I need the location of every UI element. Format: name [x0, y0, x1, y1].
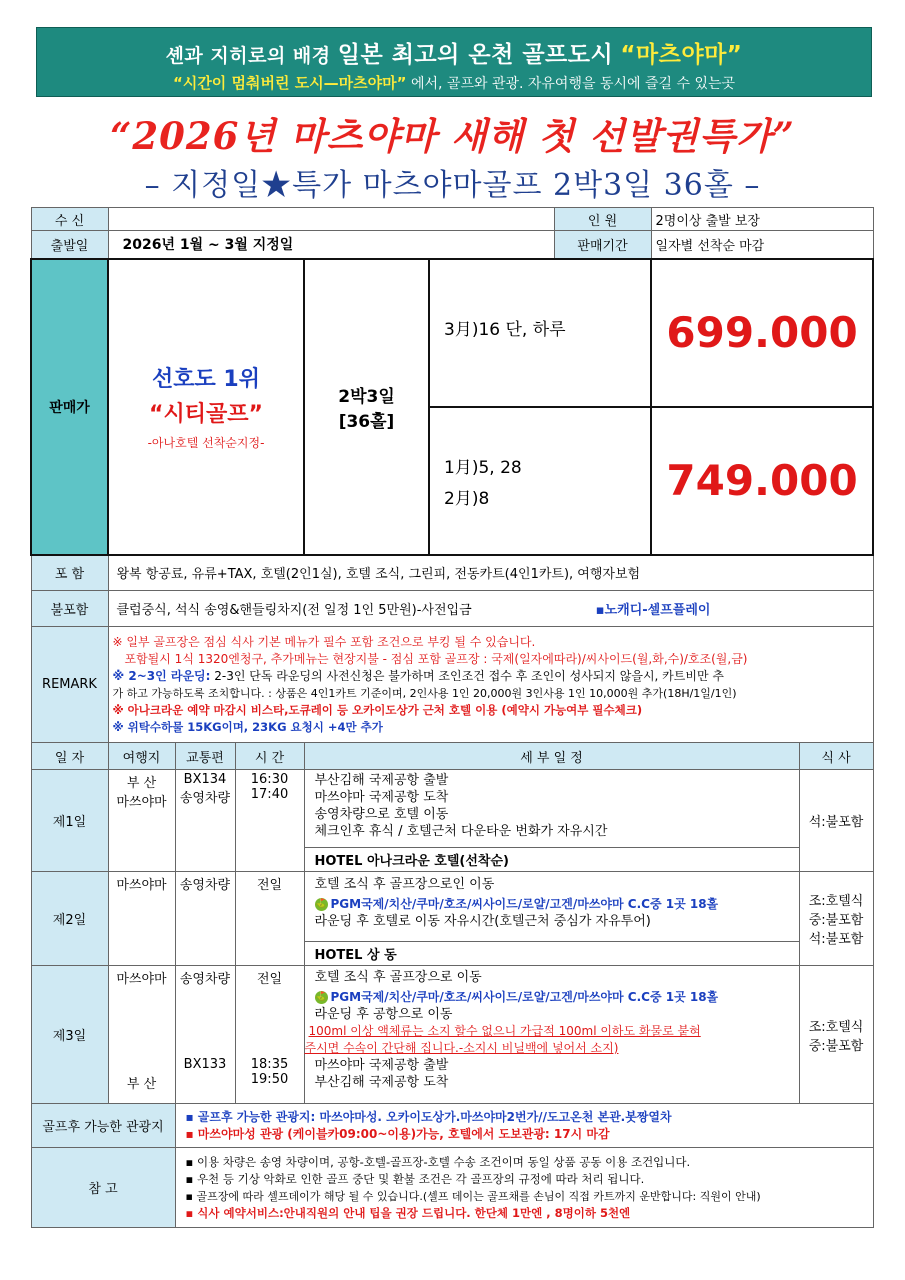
sub-title: – 지정일★특가 마츠야마골프 2박3일 36홀 –	[144, 168, 761, 203]
duration-holes: [36홀]	[338, 411, 395, 432]
day3-label: 제3일	[31, 966, 108, 1104]
recipient-value	[108, 208, 554, 231]
schedule-header-detail: 세 부 일 정	[304, 743, 799, 770]
main-title: “2026년 마츠야마 새해 첫 선발권특가”	[110, 114, 795, 158]
header-banner	[36, 27, 872, 97]
exclude-value: 클럽중식, 석식 송영&핸들링차지(전 일정 1인 5만원)-사전입금	[116, 603, 472, 618]
day3-golf-line: ⛳ PGM국제/치산/쿠마/호조/씨사이드/로얄/고겐/마쓰야마 C.C중 1곳 18홀	[315, 990, 719, 1004]
day3-transport: 송영차량 BX133	[175, 966, 235, 1104]
banner-line2: “시간이 멈춰버린 도시—마츠야마” 에서, 골프와 관광. 자유여행을 동시에 즐길 수 있는곳	[172, 74, 736, 92]
day1-label: 제1일	[31, 770, 108, 872]
duration-nights: 2박3일	[338, 386, 395, 407]
notes-cell	[175, 1148, 873, 1228]
price-1: 699.000	[651, 259, 873, 407]
day3-places: 마쓰야마 부 산	[108, 966, 175, 1104]
remark-line2: 포함될시 1식 1320엔청구, 추가메뉴는 현장지불 - 점심 포함 골프장 : 국제(일자에따라)/씨사이드(월,화,수)/호조(월,금)	[124, 651, 748, 666]
duration-cell	[304, 259, 429, 555]
day1-hotel: HOTEL 아나크라운 호텔(선착순)	[304, 848, 799, 872]
golf-icon: ⛳	[315, 899, 327, 909]
banner-line1: 셴과 지히로의 배경 일본 최고의 온천 골프도시 “마츠야마”	[165, 42, 743, 68]
day2-details: 호텔 조식 후 골프장으로인 이동 ⛳ PGM국제/치산/쿠마/호조/씨사이드/로얄/고겐/마쓰야마 C.C중 1곳 18홀 라운딩 후 호텔로 이동 자유시간(호텔근처 중심가 자유투어)	[304, 872, 799, 942]
people-label: 인 원	[554, 208, 651, 231]
day2-place: 마쓰야마	[108, 872, 175, 966]
date-group-1: 3月)16 단, 하루	[429, 259, 651, 407]
liquid-warning-1: 100ml 이상 액체류는 소지 할수 없으니 가급적 100ml 이하도 화물로 붙혀	[308, 1024, 701, 1038]
exclude-value-cell	[108, 591, 873, 627]
schedule-header-day: 일 자	[31, 743, 108, 770]
sale-period-label: 판매기간	[554, 231, 651, 259]
golf-rank: 선호도 1위	[152, 367, 260, 392]
include-label: 포 함	[31, 555, 108, 591]
day3-meals: 조:호텔식 중:불포함	[799, 966, 873, 1104]
day2-golf-line: ⛳ PGM국제/치산/쿠마/호조/씨사이드/로얄/고겐/마쓰야마 C.C중 1곳 18홀	[315, 897, 719, 911]
remark-label: REMARK	[31, 627, 108, 743]
price-2: 749.000	[651, 407, 873, 555]
tour-cell	[175, 1104, 873, 1148]
tour-line1: ▪ 골프후 가능한 관광지: 마쓰야마성. 오카이도상가.마쓰야마2번가//도고온천 본관.봇짱열차	[185, 1109, 672, 1124]
remark-line4: 가 하고 가능하도록 조치합니다. : 상품은 4인1카트 기준이며, 2인사용 1인 20,000원 3인사용 1인 10,000원 추가(18H/1일/1인)	[112, 686, 737, 700]
day1-times: 16:30 17:40	[235, 770, 304, 872]
date-group-2: 1月)5, 28 2月)8	[429, 407, 651, 555]
day1-transport: BX134 송영차량	[175, 770, 235, 872]
notes-line2: ▪ 우천 등 기상 악화로 인한 골프 중단 및 환불 조건은 각 골프장의 규정에 따라 처리 됩니다.	[185, 1171, 645, 1186]
day1-details: 부산김해 국제공항 출발 마쓰야마 국제공항 도착 송영차량으로 호텔 이동 체크인후 휴식 / 호텔근처 다운타운 번화가 자유시간	[304, 770, 799, 848]
golf-icon: ⛳	[315, 992, 327, 1002]
golf-hotel-note: -아나호텔 선착순지정-	[147, 436, 265, 450]
day2-hotel: HOTEL 상 동	[304, 942, 799, 966]
recipient-label: 수 신	[31, 208, 108, 231]
day2-transport: 송영차량	[175, 872, 235, 966]
golf-name: “시티골프”	[149, 402, 263, 427]
notes-line4: ▪ 식사 예약서비스:안내직원의 안내 팁을 권장 드립니다. 한단체 1만엔 , 8명이하 5천엔	[185, 1205, 631, 1220]
day3-times: 전일 18:35 19:50	[235, 966, 304, 1104]
day1-places: 부 산 마쓰야마	[108, 770, 175, 872]
day1-meal: 석:불포함	[799, 770, 873, 872]
notes-line1: ▪ 이용 차량은 송영 차량이며, 공항-호텔-골프장-호텔 수송 조건이며 동일 상품 공동 이용 조건입니다.	[185, 1154, 691, 1169]
golf-course-cell	[108, 259, 304, 555]
schedule-header-transport: 교통편	[175, 743, 235, 770]
itinerary-table	[30, 207, 874, 1228]
people-value: 2명이상 출발 보장	[651, 208, 873, 231]
sale-period-value: 일자별 선착순 마감	[651, 231, 873, 259]
caddy-note: ▪노캐디-셀프플레이	[595, 603, 711, 618]
day2-meals: 조:호텔식 중:불포함 석:불포함	[799, 872, 873, 966]
notes-line3: ▪ 골프장에 따라 셀프데이가 해당 될 수 있습니다.(셀프 데이는 골프채를 손님이 직접 카트까지 운반합니다: 직원이 안내)	[185, 1189, 761, 1203]
exclude-label: 불포함	[31, 591, 108, 627]
schedule-header-time: 시 간	[235, 743, 304, 770]
remark-line6: ※ 위탁수하물 15KG이며, 23KG 요청시 +4만 추가	[112, 719, 383, 734]
day2-time: 전일	[235, 872, 304, 966]
remark-line1: ※ 일부 골프장은 점심 식사 기본 메뉴가 필수 포함 조건으로 부킹 될 수 있습니다.	[112, 634, 536, 649]
day2-label: 제2일	[31, 872, 108, 966]
remark-line5: ※ 아나크라운 예약 마감시 비스타,도큐레이 등 오카이도상가 근처 호텔 이용 (예약시 가능여부 필수체크)	[112, 702, 643, 717]
schedule-header-meal: 식 사	[799, 743, 873, 770]
day3-details: 호텔 조식 후 골프장으로 이동 ⛳ PGM국제/치산/쿠마/호조/씨사이드/로얄/고겐/마쓰야마 C.C중 1곳 18홀 라운딩 후 공항으로 이동 100ml 이상 액체류는 소지 할수 없으니 가급적 100ml 이하도 화물로 붙혀 주시면 수속이 간단해 집니다.-소지시 비닐백에 넣어서 소지) 마쓰야마 국제공항 출발 부산김해 국제공항 도착	[304, 966, 799, 1104]
price-label: 판매가	[31, 259, 108, 555]
departure-label: 출발일	[31, 231, 108, 259]
schedule-header-place: 여행지	[108, 743, 175, 770]
departure-value: 2026년 1월 ~ 3월 지정일	[108, 231, 554, 259]
tour-line2: ▪ 마쓰야마성 관광 (케이블카09:00~이용)가능, 호텔에서 도보관광: 17시 마감	[185, 1126, 610, 1141]
liquid-warning-2: 주시면 수속이 간단해 집니다.-소지시 비닐백에 넣어서 소지)	[304, 1041, 619, 1055]
include-value: 왕복 항공료, 유류+TAX, 호텔(2인1실), 호텔 조식, 그린피, 전동카트(4인1카트), 여행자보험	[108, 555, 873, 591]
tour-label: 골프후 가능한 관광지	[31, 1104, 175, 1148]
notes-label: 참 고	[31, 1148, 175, 1228]
remark-line3: ※ 2~3인 라운딩: 2-3인 단독 라운딩의 사전신청은 불가하며 조인조건 접수 후 조인이 성사되지 않을시, 카트비만 추	[112, 668, 724, 683]
remark-cell	[108, 627, 873, 743]
